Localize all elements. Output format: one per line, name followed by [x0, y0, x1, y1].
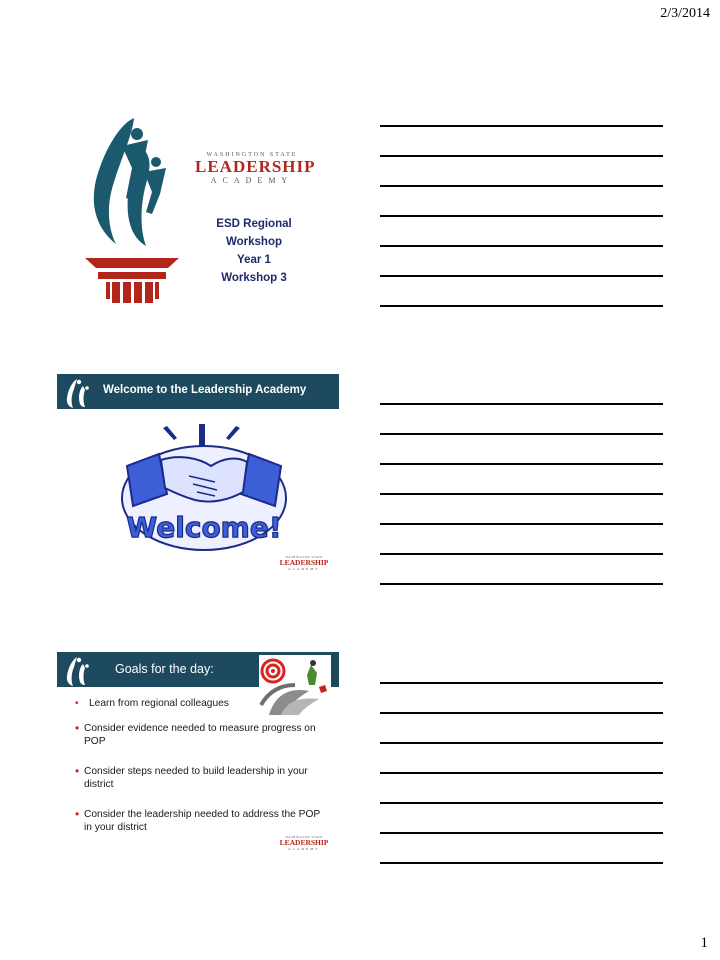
academy-emblem-icon — [61, 376, 95, 410]
goals-bullet-list — [75, 697, 330, 835]
svg-text:Welcome!: Welcome! — [126, 511, 282, 544]
list-item: • Consider steps needed to build leadership in your district — [75, 763, 308, 790]
slide-title-bar — [57, 374, 339, 409]
slide-title — [57, 98, 339, 286]
leadership-academy-logo-small: WASHINGTON STATE LEADERSHIP ACADEMY — [279, 555, 329, 571]
list-item: • Consider the leadership needed to address the POP in your district — [75, 806, 320, 833]
slide-title: Welcome to the Leadership Academy — [103, 384, 307, 396]
academy-emblem-icon — [61, 654, 95, 688]
torch-logo-icon — [82, 110, 182, 310]
leadership-academy-logo-small: WASHINGTON STATE LEADERSHIP ACADEMY — [279, 835, 329, 851]
leadership-academy-logo: WASHINGTON STATE LEADERSHIP ACADEMY — [195, 152, 316, 185]
page-date: 2/3/2014 — [660, 6, 710, 21]
page-number: 1 — [700, 935, 708, 951]
slide-goals — [57, 652, 339, 851]
list-item: • Consider evidence needed to measure progress on POP — [75, 720, 316, 747]
slide-title-text: ESD Regional Workshop Year 1 Workshop 3 — [216, 218, 292, 284]
welcome-handshake-icon — [119, 424, 289, 554]
slide-welcome — [57, 374, 339, 571]
slide-title: Goals for the day: — [115, 662, 214, 676]
list-item: • Learn from regional colleagues — [75, 698, 229, 709]
